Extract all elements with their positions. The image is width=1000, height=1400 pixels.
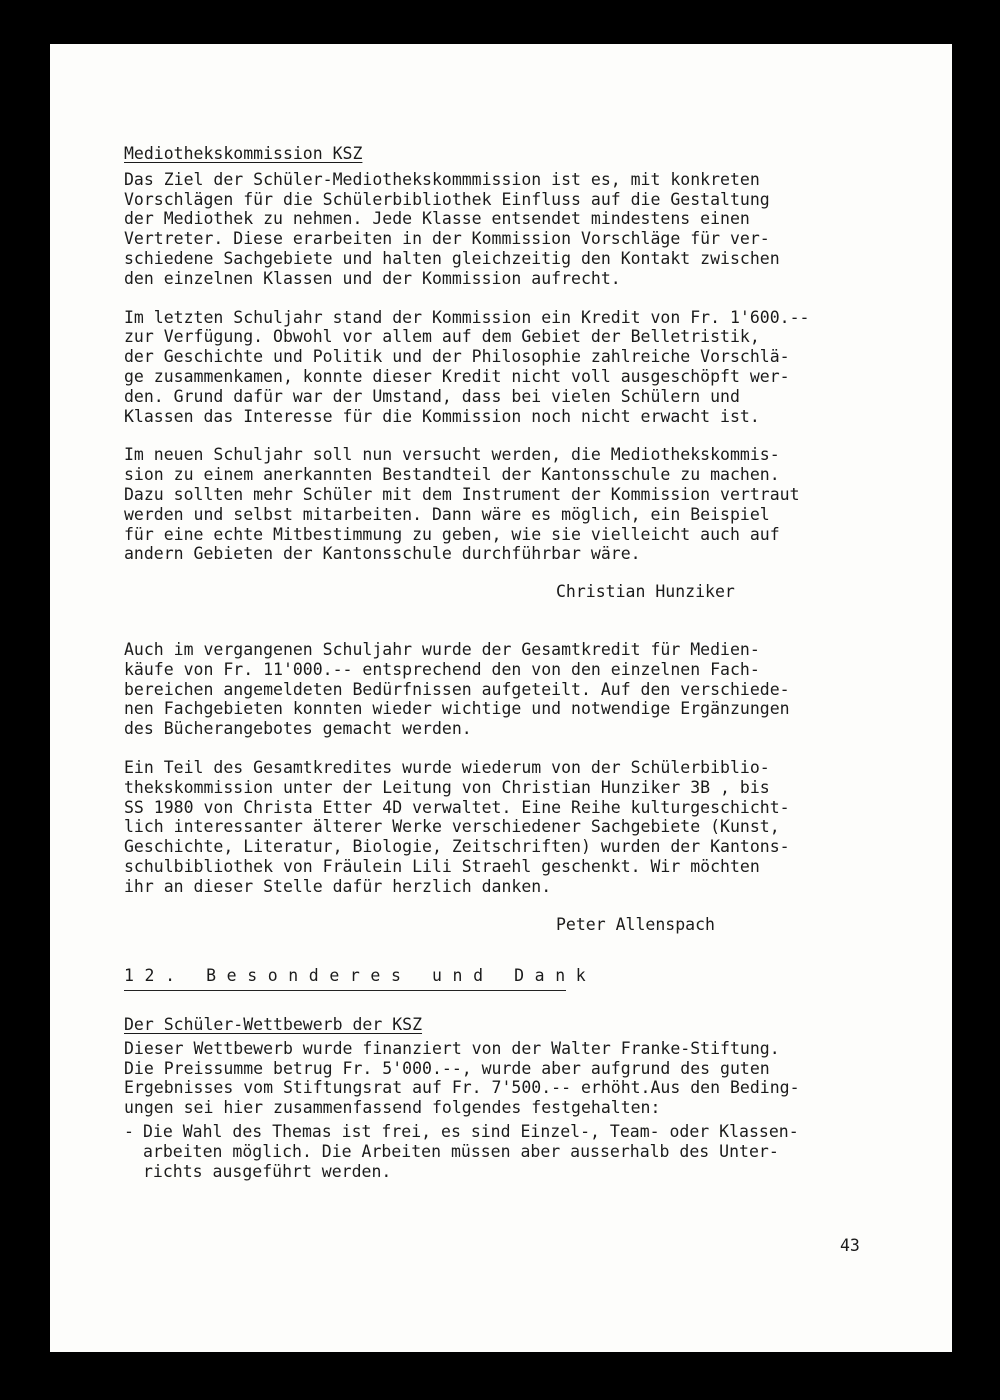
text-line: der Geschichte und Politik und der Philosophie zahlreiche Vorschlä- [124, 347, 790, 367]
text-line: ungen sei hier zusammenfassend folgendes festgehalten: [124, 1098, 661, 1118]
text-line: der Mediothek zu nehmen. Jede Klasse entsendet mindestens einen [124, 209, 750, 229]
paragraph-1 [124, 170, 884, 289]
text-line: Vorschlägen für die Schülerbibliothek Einfluss auf die Gestaltung [124, 189, 770, 209]
text-line: den einzelnen Klassen und der Kommission aufrecht. [124, 268, 621, 288]
text-line: arbeiten möglich. Die Arbeiten müssen aber ausserhalb des Unter- [143, 1141, 779, 1161]
subheading: Der Schüler-Wettbewerb der KSZ [124, 1015, 423, 1035]
text-line: Dieser Wettbewerb wurde finanziert von der Walter Franke-Stiftung. [124, 1038, 780, 1058]
text-line: ge zusammenkamen, konnte dieser Kredit nicht voll ausgeschöpft wer- [124, 366, 790, 386]
text-line: andern Gebieten der Kantonsschule durchführbar wäre. [124, 544, 641, 564]
text-line: Dazu sollten mehr Schüler mit dem Instrument der Kommission vertraut [124, 484, 800, 504]
text-line: schulbibliothek von Fräulein Lili Straehl geschenkt. Wir möchten [124, 856, 760, 876]
page-content [124, 144, 884, 1181]
text-line: nen Fachgebieten konnten wieder wichtige und notwendige Ergänzungen [124, 699, 790, 719]
text-line: Die Preissumme betrug Fr. 5'000.--, wurde aber aufgrund des guten [124, 1058, 770, 1078]
section-heading: Mediothekskommission KSZ [124, 144, 363, 163]
text-line: Geschichte, Literatur, Biologie, Zeitschriften) wurden der Kantons- [124, 837, 790, 857]
section-medienkredit [124, 640, 884, 934]
paragraph-4 [124, 640, 884, 739]
text-line: werden und selbst mitarbeiten. Dann wäre es möglich, ein Beispiel [124, 504, 770, 524]
paragraph-5 [124, 758, 884, 897]
text-line: käufe von Fr. 11'000.-- entsprechend den von den einzelnen Fach- [124, 659, 760, 679]
paragraph-6 [124, 1039, 884, 1118]
list-item [124, 1122, 884, 1181]
text-line: Ergebnisses vom Stiftungsrat auf Fr. 7'500.-- erhöht.Aus den Beding- [124, 1078, 800, 1098]
text-line: thekskommission unter der Leitung von Christian Hunziker 3B , bis [124, 777, 770, 797]
text-line: ihr an dieser Stelle dafür herzlich danken. [124, 876, 552, 896]
text-line: Im neuen Schuljahr soll nun versucht werden, die Mediothekskommis- [124, 445, 780, 465]
text-line: für eine echte Mitbestimmung zu geben, wie sie vielleicht auch auf [124, 524, 780, 544]
text-line: Das Ziel der Schüler-Mediothekskommmission ist es, mit konkreten [124, 169, 760, 189]
text-line: den. Grund dafür war der Umstand, dass bei vielen Schülern und [124, 386, 740, 406]
list-item-text [143, 1122, 799, 1181]
bullet-dash: - [124, 1122, 134, 1142]
section-mediothekskommission [124, 144, 884, 602]
text-line: lich interessanter älterer Werke verschiedener Sachgebiete (Kunst, [124, 817, 780, 837]
text-line: schiedene Sachgebiete und halten gleichzeitig den Kontakt zwischen [124, 248, 780, 268]
text-line: Auch im vergangenen Schuljahr wurde der Gesamtkredit für Medien- [124, 639, 760, 659]
text-line: Vertreter. Diese erarbeiten in der Kommission Vorschläge für ver- [124, 229, 770, 249]
text-line: sion zu einem anerkannten Bestandteil der Kantonsschule zu machen. [124, 465, 780, 485]
page-number: 43 [840, 1236, 860, 1255]
text-line: des Bücherangebotes gemacht werden. [124, 719, 472, 739]
text-line: Klassen das Interesse für die Kommission noch nicht erwacht ist. [124, 406, 760, 426]
signature: Christian Hunziker [556, 582, 735, 602]
scanned-page [50, 44, 952, 1352]
section-besonderes-und-dank [124, 966, 884, 1181]
text-line: zur Verfügung. Obwohl vor allem auf dem Gebiet der Belletristik, [124, 327, 760, 347]
text-line: Ein Teil des Gesamtkredites wurde wiederum von der Schülerbiblio- [124, 757, 770, 777]
text-line: SS 1980 von Christa Etter 4D verwaltet. Eine Reihe kulturgeschicht- [124, 797, 790, 817]
paragraph-3 [124, 445, 884, 564]
signature: Peter Allenspach [556, 914, 715, 934]
paragraph-2 [124, 308, 884, 427]
text-line: richts ausgeführt werden. [143, 1161, 392, 1181]
chapter-title: 12. Besonderes und Dank [124, 966, 566, 991]
text-line: Im letzten Schuljahr stand der Kommission ein Kredit von Fr. 1'600.-- [124, 307, 810, 327]
text-line: Die Wahl des Themas ist frei, es sind Einzel-, Team- oder Klassen- [143, 1122, 799, 1142]
text-line: bereichen angemeldeten Bedürfnissen aufgeteilt. Auf den verschiede- [124, 679, 790, 699]
